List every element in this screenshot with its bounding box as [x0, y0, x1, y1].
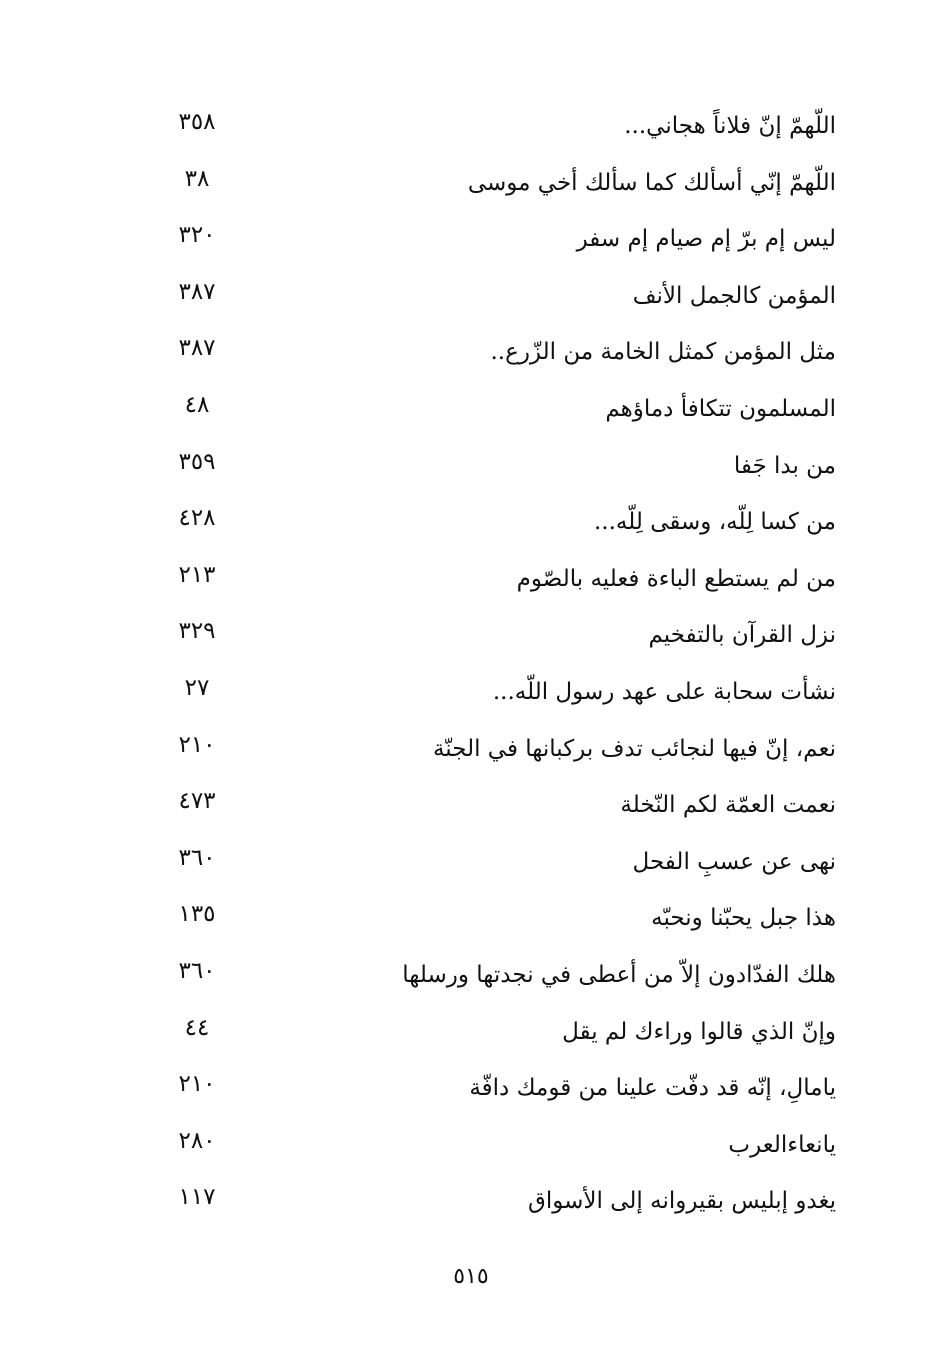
index-page-number: ٢١٠	[178, 731, 216, 758]
index-phrase: من كسا لِلّه، وسقى لِلّه...	[594, 509, 836, 536]
index-page-number: ٤٤	[184, 1014, 210, 1041]
index-phrase: اللّهمّ إنّي أسألك كما سألك أخي موسى	[467, 169, 836, 196]
index-row	[150, 272, 840, 329]
index-phrase: مثل المؤمن كمثل الخامة من الزّرع..	[490, 339, 836, 366]
index-phrase: من لم يستطع الباءة فعليه بالصّوم	[516, 565, 836, 592]
index-row	[150, 442, 840, 499]
index-row	[150, 838, 840, 895]
index-row	[150, 894, 840, 951]
index-phrase: المسلمون تتكافأ دماؤهم	[605, 395, 836, 422]
index-page-number: ٣٦٠	[178, 844, 216, 871]
index-phrase: يغدو إبليس بقيروانه إلى الأسواق	[528, 1188, 836, 1215]
index-page-number: ١١٧	[178, 1184, 216, 1211]
index-phrase: وإنّ الذي قالوا وراءك لم يقل	[562, 1018, 836, 1045]
index-page-number: ٢٧	[184, 674, 210, 701]
index-phrase: نزل القرآن بالتفخيم	[648, 622, 836, 649]
index-phrase: هذا جبل يحبّنا ونحبّه	[651, 905, 836, 932]
index-page-number: ٣٥٨	[178, 109, 216, 135]
index-page-number: ٣٦٠	[178, 957, 216, 984]
index-phrase: نشأت سحابة على عهد رسول اللّه...	[492, 678, 836, 705]
index-page-number: ٢١٠	[178, 1071, 216, 1098]
index-row	[150, 781, 840, 838]
index-phrase: من بدا جَفا	[733, 452, 836, 479]
index-row	[150, 1121, 840, 1178]
index-page-number: ٣٨	[184, 165, 210, 192]
index-phrase: نهى عن عسبِ الفحل	[632, 848, 836, 875]
index-phrase: المؤمن كالجمل الأنف	[632, 282, 836, 309]
index-row	[150, 1008, 840, 1065]
index-row	[150, 611, 840, 668]
index-page-number: ٢٨٠	[178, 1127, 216, 1154]
index-row	[150, 725, 840, 782]
index-list	[150, 102, 840, 1234]
index-row	[150, 159, 840, 216]
index-page-number: ٣٢٩	[178, 618, 216, 645]
index-row	[150, 385, 840, 442]
page-number: ٥١٥	[453, 1264, 489, 1289]
index-phrase: يانعاءالعرب	[728, 1131, 836, 1158]
index-row	[150, 215, 840, 272]
index-row	[150, 951, 840, 1008]
index-page-number: ٣٨٧	[178, 278, 216, 305]
index-page-number: ١٣٥	[178, 901, 216, 928]
index-page-number: ٤٧٣	[178, 788, 216, 815]
index-page-number: ٤٨	[184, 391, 210, 418]
index-phrase: اللّهمّ إنّ فلاناً هجاني...	[624, 113, 836, 139]
index-phrase: ليس إم برّ إم صيام إم سفر	[576, 226, 836, 253]
index-row	[150, 102, 840, 159]
index-row	[150, 1064, 840, 1121]
index-row	[150, 555, 840, 612]
index-row	[150, 1177, 840, 1234]
index-page-number: ٢١٣	[178, 561, 216, 588]
index-phrase: هلك الفدّادون إلاّ من أعطى في نجدتها ورسلها	[402, 961, 836, 988]
index-phrase: نعم، إنّ فيها لنجائب تدف بركبانها في الجنّة	[432, 735, 836, 762]
index-phrase: يامالِ، إنّه قد دفّت علينا من قومك دافّة	[469, 1075, 836, 1102]
index-page-number: ٤٢٨	[178, 505, 216, 532]
index-row	[150, 328, 840, 385]
index-row	[150, 498, 840, 555]
index-page-number: ٣٥٩	[178, 448, 216, 475]
index-page-number: ٣٨٧	[178, 335, 216, 362]
index-page-number: ٣٢٠	[178, 222, 216, 249]
index-phrase: نعمت العمّة لكم النّخلة	[620, 792, 836, 819]
index-row	[150, 668, 840, 725]
